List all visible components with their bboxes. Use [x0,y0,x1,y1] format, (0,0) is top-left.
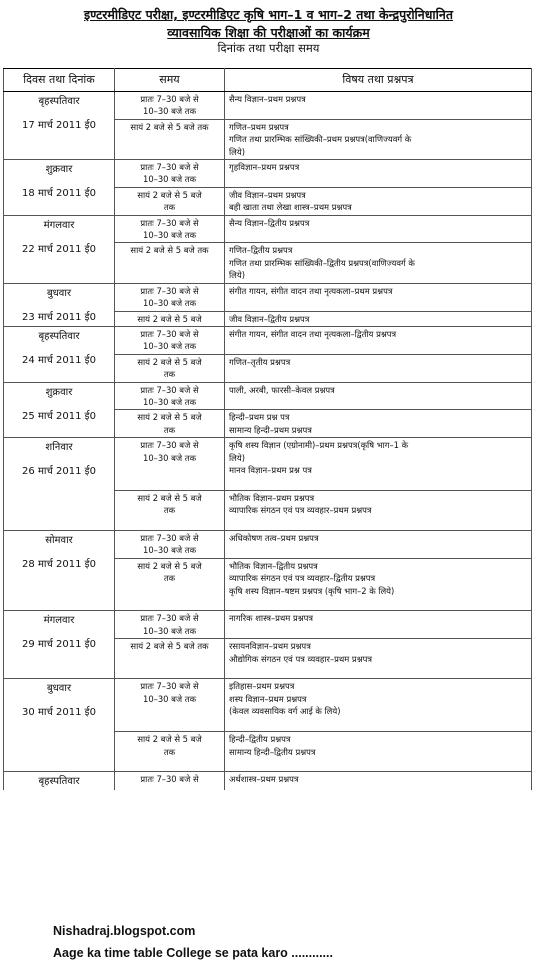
day-date-cell [4,611,115,679]
subject-cell [225,772,532,791]
day-name: बुधवार [46,287,72,299]
session-time-line: सायं 2 बजे से 5 बजे [137,560,202,571]
subject-cell [225,215,532,243]
session-time-line: तक [163,202,176,213]
session-time-line: प्रातः 7–30 बजे से [140,533,199,543]
subject-line: पाली, अरबी, फारसी–केवल प्रश्नपत्र [229,384,335,395]
subject-cell [225,326,532,354]
subject-line: इतिहास–प्रथम प्रश्नपत्र [229,681,295,692]
day-name: बुधवार [46,683,72,695]
schedule-row [4,611,532,639]
subject-line: रसायनविज्ञान–प्रथम प्रश्नपत्र [229,641,311,652]
session-time-cell [115,311,225,326]
subject-line: कृषि शस्य विज्ञान (एग्रोनामी)–प्रथम प्रश्नपत्र(कृषि भाग–1 के [229,440,409,451]
session-time-cell [115,410,225,438]
exam-schedule-table [3,68,532,790]
blank-line [229,517,527,529]
subject-line: गणित–प्रथम प्रश्नपत्र [229,121,289,132]
schedule-row [4,326,532,354]
exam-date: 18 मार्च 2011 ई0 [22,188,96,200]
subject-line: हिन्दी–द्वितीय प्रश्नपत्र [229,734,291,745]
session-time-line: प्रातः 7–30 बजे से [140,94,199,104]
session-time-cell [115,558,225,611]
subject-line: गृहविज्ञान–प्रथम प्रश्नपत्र [229,162,300,173]
session-time-cell [115,187,225,215]
exam-date: 29 मार्च 2011 ई0 [22,639,96,651]
schedule-row [4,92,532,120]
session-time-line: 10–30 बजे तक [142,396,197,407]
subject-cell [225,732,532,772]
session-time-line: प्रातः 7–30 बजे से [140,681,199,692]
subject-cell [225,311,532,326]
subject-line: अर्थशास्त्र–प्रथम प्रश्नपत्र [229,774,299,785]
footer-blog-url: Nishadraj.blogspot.com [53,924,196,938]
day-date-cell [4,438,115,531]
schedule-row [4,438,532,491]
column-header-subject: विषय तथा प्रश्नपत्र [225,69,532,92]
session-time-cell [115,772,225,791]
subject-cell [225,382,532,410]
schedule-row [4,283,532,311]
subject-cell [225,160,532,188]
subject-line: नागरिक शास्त्र–प्रथम प्रश्नपत्र [229,613,314,624]
session-time-line: तक [163,369,176,380]
schedule-row [4,160,532,188]
subject-cell [225,119,532,159]
subject-line: कृषि शस्य विज्ञान–षष्टम प्रश्नपत्र (कृषि भाग–2 के लिये) [229,585,395,596]
subject-line: गणित–द्वितीय प्रश्नपत्र [229,245,293,256]
session-time-line: सायं 2 बजे से 5 बजे तक [130,641,209,652]
subject-line: औद्योगिक संगठन एवं पत्र व्यवहार–प्रथम प्रश्नपत्र [229,653,372,664]
blank-line [229,597,527,609]
session-time-cell [115,679,225,732]
subject-cell [225,490,532,530]
table-header-row [4,69,532,92]
session-time-cell [115,639,225,679]
subject-cell [225,243,532,283]
session-time-line: सायं 2 बजे से 5 बजे [137,734,202,745]
page-title: इण्टरमीडिएट परीक्षा, इण्टरमीडिएट कृषि भाग–1 व भाग–2 तथा केन्द्रपुरोनिधानित [84,7,453,22]
exam-date: 22 मार्च 2011 ई0 [22,243,96,255]
page-subtitle: व्यावसायिक शिक्षा की परीक्षाओं का कार्यक्रम [167,25,370,40]
session-time-cell [115,382,225,410]
day-date-cell [4,326,115,382]
session-time-cell [115,326,225,354]
day-name: बृहस्पतिवार [38,776,80,788]
subject-line: अधिकोषण तत्व–प्रथम प्रश्नपत्र [229,533,319,543]
session-time-line: तक [163,424,176,435]
session-time-line: प्रातः 7–30 बजे से [140,440,199,451]
day-date-cell [4,679,115,772]
subject-line: संगीत गायन, संगीत वादन तथा नृत्यकला–द्वितीय प्रश्नपत्र [229,328,397,339]
session-time-cell [115,732,225,772]
subject-cell [225,679,532,732]
subject-line: लिये) [229,452,245,463]
column-header-day-date: दिवस तथा दिनांक [4,69,115,92]
subject-line: व्यापारिक संगठन एवं पत्र व्यवहार–प्रथम प्रश्नपत्र [229,505,372,516]
subject-line: जीव विज्ञान–द्वितीय प्रश्नपत्र [229,313,310,324]
exam-date: 24 मार्च 2011 ई0 [22,354,96,366]
session-time-line: प्रातः 7–30 बजे से [140,774,199,785]
session-time-line: तक [163,746,176,757]
subject-cell [225,410,532,438]
subject-line: गणित तथा प्रारम्भिक सांख्यिकी–प्रथम प्रश्नपत्र(वाणिज्यवर्ग के [229,134,412,145]
subject-line: सैन्य विज्ञान–द्वितीय प्रश्नपत्र [229,217,310,228]
session-time-line: सायं 2 बजे से 5 बजे [137,189,202,200]
exam-date: 28 मार्च 2011 ई0 [22,559,96,570]
session-time-line: सायं 2 बजे से 5 बजे [137,412,202,423]
session-time-line: 10–30 बजे तक [142,625,197,636]
day-date-cell [4,772,115,791]
session-time-cell [115,243,225,283]
session-time-line: सायं 2 बजे से 5 बजे [137,356,202,367]
subject-line: गणित तथा प्रारम्भिक सांख्यिकी–द्वितीय प्रश्नपत्र(वाणिज्यवर्ग के [229,257,415,268]
session-time-cell [115,92,225,120]
session-time-cell [115,490,225,530]
exam-date: 23 मार्च 2011 ई0 [22,311,96,323]
day-date-cell [4,215,115,283]
schedule-row [4,382,532,410]
subject-cell [225,92,532,120]
session-time-line: 10–30 बजे तक [142,174,197,185]
schedule-row [4,679,532,732]
subject-line: बही खाता तथा लेखा शास्त्र–प्रथम प्रश्नपत्र [229,202,352,213]
subject-line: (केवल व्यवसायिक वर्ग आई के लिये) [229,706,341,717]
day-name: शुक्रवार [45,386,73,398]
subject-line: भौतिक विज्ञान–प्रथम प्रश्नपत्र [229,492,315,503]
session-time-line: सायं 2 बजे से 5 बजे तक [130,245,209,256]
day-date-cell [4,531,115,611]
day-name: बृहस्पतिवार [38,96,80,107]
blank-line [229,758,527,770]
session-time-line: 10–30 बजे तक [142,230,197,241]
blank-line [229,718,527,730]
session-time-cell [115,215,225,243]
subject-line: जीव विज्ञान–प्रथम प्रश्नपत्र [229,189,306,200]
session-time-line: प्रातः 7–30 बजे से [140,613,199,624]
session-time-line: 10–30 बजे तक [142,545,197,556]
session-time-line: सायं 2 बजे से 5 बजे तक [130,121,209,132]
subject-line: सामान्य हिन्दी–द्वितीय प्रश्नपत्र [229,746,316,757]
day-name: मंगलवार [43,219,75,231]
subject-line: मानव विज्ञान–प्रथम प्रश्न पत्र [229,464,312,475]
subject-line: भौतिक विज्ञान–द्वितीय प्रश्नपत्र [229,560,318,571]
session-time-cell [115,119,225,159]
schedule-body [4,92,532,791]
day-name: मंगलवार [43,615,75,627]
schedule-row [4,772,532,791]
subject-cell [225,611,532,639]
subject-cell [225,639,532,679]
session-time-cell [115,160,225,188]
column-header-time: समय [115,69,225,92]
day-date-cell [4,92,115,160]
subject-line: सामान्य हिन्दी–प्रथम प्रश्नपत्र [229,424,312,435]
session-time-line: 10–30 बजे तक [142,452,197,463]
subject-cell [225,283,532,311]
session-time-line: प्रातः 7–30 बजे से [140,217,199,228]
footer-note: Aage ka time table College se pata karo ............ [53,946,333,960]
exam-date: 26 मार्च 2011 ई0 [22,466,96,478]
subject-line: हिन्दी–प्रथम प्रश्न पत्र [229,412,290,423]
session-time-line: सायं 2 बजे से 5 बजे [137,492,202,503]
schedule-row [4,215,532,243]
session-time-line: तक [163,573,176,584]
exam-date: 17 मार्च 2011 ई0 [22,120,96,131]
day-date-cell [4,160,115,216]
session-time-line: प्रातः 7–30 बजे से [140,328,199,339]
subject-cell [225,354,532,382]
subject-line: शस्य विज्ञान–प्रथम प्रश्नपत्र [229,693,307,704]
session-time-line: तक [163,505,176,516]
session-time-line: प्रातः 7–30 बजे से [140,384,199,395]
page-caption: दिनांक तथा परीक्षा समय [217,41,320,55]
exam-date: 30 मार्च 2011 ई0 [22,707,96,719]
subject-line: गणित–तृतीय प्रश्नपत्र [229,356,291,367]
session-time-line: प्रातः 7–30 बजे से [140,285,199,296]
session-time-cell [115,531,225,559]
session-time-line: सायं 2 बजे से 5 बजे [137,313,202,324]
day-name: शुक्रवार [45,164,73,176]
subject-line: लिये) [229,270,245,281]
subject-cell [225,438,532,491]
session-time-line: 10–30 बजे तक [142,693,197,704]
subject-cell [225,531,532,559]
session-time-cell [115,438,225,491]
schedule-row [4,531,532,559]
day-date-cell [4,283,115,326]
day-name: शनिवार [45,442,73,454]
subject-cell [225,558,532,611]
subject-line: लिये) [229,146,245,157]
subject-line: व्यापारिक संगठन एवं पत्र व्यवहार–द्वितीय प्रश्नपत्र [229,573,376,584]
day-date-cell [4,382,115,438]
session-time-line: 10–30 बजे तक [142,298,197,309]
session-time-cell [115,354,225,382]
day-name: सोमवार [45,535,73,546]
blank-line [229,665,527,677]
exam-date: 25 मार्च 2011 ई0 [22,410,96,422]
session-time-cell [115,283,225,311]
subject-line: संगीत गायन, संगीत वादन तथा नृत्यकला–प्रथम प्रश्नपत्र [229,285,393,296]
day-name: बृहस्पतिवार [38,330,80,342]
subject-cell [225,187,532,215]
session-time-line: 10–30 बजे तक [142,106,197,117]
subject-line: सैन्य विज्ञान–प्रथम प्रश्नपत्र [229,94,306,104]
session-time-cell [115,611,225,639]
blank-line [229,476,527,488]
session-time-line: 10–30 बजे तक [142,341,197,352]
session-time-line: प्रातः 7–30 बजे से [140,162,199,173]
